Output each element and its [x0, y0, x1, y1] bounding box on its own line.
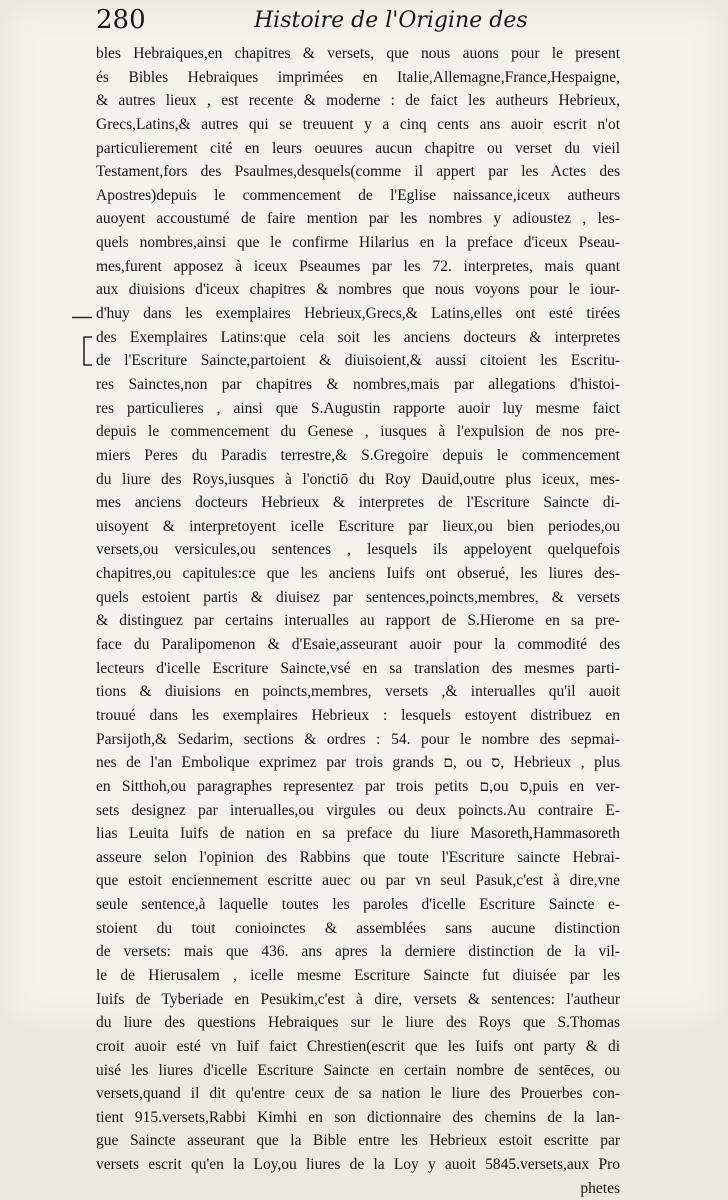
text-line: uisé les liures d'icelle Escriture Saincte en certain nombre de sentēces, ou: [96, 1061, 620, 1079]
text-line: du liure des Roys,iusques à l'onctiō du Roy Dauid,outre plus iceux, mes-: [96, 470, 620, 488]
text-line: stoient du tout conioinctes & assemblées sans aucune distinction: [96, 919, 620, 937]
text-line: Testament,fors des Psaulmes,desquels(comme il appert par les Actes des: [96, 163, 620, 181]
text-line: res particulieres , ainsi que S.Augustin rapporte auoir luy mesme faict: [96, 399, 620, 417]
text-line: aux diuisions d'iceux chapitres & nombres que nous voyons pour le iour-: [96, 281, 620, 299]
text-line: Apostres)depuis le commencement de l'Eglise naissance,iceux autheurs: [96, 186, 620, 204]
text-line: Iuifs de Tyberiade en Pesukim,c'est à dire, versets & sentences: l'autheur: [96, 990, 620, 1008]
text-line: d'huy dans les exemplaires Hebrieux,Grecs,& Latins,elles ont esté tirées: [96, 305, 620, 323]
text-line: sets designez par interualles,ou virgules ou deux poincts.Au contraire E-: [96, 801, 620, 819]
text-line: auoyent accoustumé de faire mention par les nombres y adioustez , les-: [96, 210, 620, 228]
text-line: du liure des questions Hebraiques sur le liure des Roys que S.Thomas: [96, 1014, 620, 1032]
text-line: & distinguez par certains interualles au rapport de S.Hierome en sa pre-: [96, 612, 620, 630]
text-line: en Sitthoh,ou paragraphes representez par trois petits ם,ou ס,puis en ver-: [96, 777, 621, 795]
catchword: phetes: [580, 1179, 620, 1197]
text-line: nes de l'an Embolique exprimez par trois grands ם, ou ס, Hebrieux , plus: [96, 754, 621, 772]
text-line: chapitres,ou capitules:ce que les anciens Iuifs ont obserué, les liures des-: [96, 565, 620, 583]
text-line: és Bibles Hebraiques imprimées en Italie,Allemagne,France,Hespaigne,: [96, 68, 620, 86]
text-line: gue Saincte asseurant que la Bible entre les Hebrieux estoit escritte par: [96, 1132, 620, 1150]
text-line: versets,ou versicules,ou sentences , lesquels ils appeloyent quelquefois: [96, 541, 620, 559]
text-line: trouué dans les exemplaires Hebrieux : lesquels estoyent distribuez en: [96, 706, 620, 724]
text-line: particulierement cité en leurs oeuures aucun chapitre ou verset du vieil: [96, 139, 620, 157]
text-line: mes,furent apposez à iceux Pseaumes par les 72. interpretes, mais quant: [96, 257, 620, 275]
text-line: asseure selon l'opinion des Rabbins que toute l'Escriture saincte Hebrai-: [96, 848, 620, 866]
text-line: bles Hebraiques,en chapitres & versets, que nous auons pour le present: [96, 45, 620, 62]
text-line: uisoyent & interpretoyent icelle Escriture par lieux,ou bien periodes,ou: [96, 517, 620, 535]
page-header: [96, 6, 636, 34]
margin-dash-mark: [72, 316, 92, 319]
text-line: res Sainctes,non par chapitres & nombres,mais par allegations d'histoi-: [96, 375, 620, 393]
text-line: depuis le commencement du Genese , iusques à l'expulsion de nos pre-: [96, 423, 620, 441]
text-line: croit auoir esté vn Iuif faict Chrestien(escrit que les Iuifs ont party & di: [96, 1037, 620, 1055]
text-line: le de Hierusalem , icelle mesme Escriture Saincte fut diuisée par les: [96, 966, 620, 984]
text-line: tient 915.versets,Rabbi Kimhi en son dictionnaire des chemins de la lan-: [96, 1108, 620, 1126]
text-line: versets escrit qu'en la Loy,ou liures de la Loy y auoit 5845.versets,aux Pro: [96, 1156, 620, 1174]
text-line: quels estoient partis & diuisez par sentences,poincts,membres, & versets: [96, 588, 620, 606]
text-line: de l'Escriture Saincte,partoient & diuisoient,& aussi citoient les Escritu-: [96, 352, 620, 370]
text-line: Grecs,Latins,& autres qui se treuuent y a cinq cents ans auoir escrit n'ot: [96, 115, 620, 133]
text-line: des Exemplaires Latins:que cela soit les anciens docteurs & interpretes: [96, 328, 620, 346]
text-line: Parsijoth,& Sedarim, sections & ordres : 54. pour le nombre des sepmai-: [96, 730, 620, 748]
text-line: mes anciens docteurs Hebrieux & interpretes de l'Escriture Saincte di-: [96, 494, 620, 512]
body-text: [96, 42, 620, 1200]
running-title: Histoire de l'Origine des: [254, 8, 528, 33]
margin-bracket-mark: [80, 336, 94, 366]
text-line: versets,quand il dit qu'entre ceux de sa nation le liure des Prouerbes con-: [96, 1085, 620, 1103]
text-line: seule sentence,à laquelle toutes les paroles d'icelle Escriture Saincte e-: [96, 896, 620, 914]
text-line: de versets: mais que 436. ans apres la derniere distinction de la vil-: [96, 943, 620, 961]
text-line: face du Paralipomenon & d'Esaie,asseurant auoir pour la commodité des: [96, 636, 620, 654]
text-line: miers Peres du Paradis terrestre,& S.Gregoire depuis le commencement: [96, 446, 620, 464]
text-line: quels nombres,ainsi que le confirme Hilarius en la preface d'iceux Pseau-: [96, 234, 620, 252]
page-number: 280: [96, 5, 146, 35]
text-line: que estoit enciennement escritte auec ou par vn seul Pasuk,c'est à dire,vne: [96, 872, 620, 890]
text-line: tions & diuisions en poincts,membres, versets ,& interualles qu'il auoit: [96, 683, 620, 701]
text-line: lias Leuita Iuifs de nation en sa preface du liure Masoreth,Hammasoreth: [96, 825, 620, 843]
text-line: & autres lieux , est recente & moderne : de faict les autheurs Hebrieux,: [96, 92, 620, 110]
text-line: lecteurs d'icelle Escriture Saincte,vsé en sa translation des mesmes parti-: [96, 659, 620, 677]
